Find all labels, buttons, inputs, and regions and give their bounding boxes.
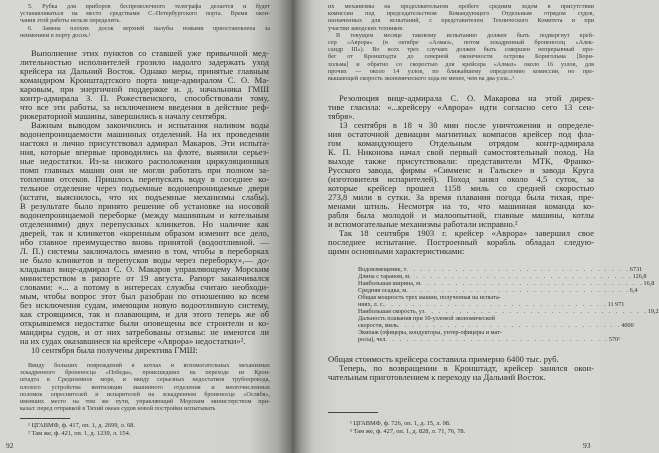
spec-value: 19,2 xyxy=(647,308,659,315)
text-line: без исключения судам, имеющим новую водоотливную систему, xyxy=(20,300,269,310)
text-line: Выполнение этих пунктов со ставшей уже привычной мед- xyxy=(31,48,269,58)
spec-row xyxy=(358,315,570,322)
text-line: мым, чтобы вопрос этот был разобран по отношению ко всем xyxy=(20,291,269,301)
spec-label: Наибольшая ширина, м xyxy=(358,280,421,287)
text-line: (кстати, выяснилось, что их подъемные механизмы слабы). xyxy=(20,192,269,202)
spec-row xyxy=(358,301,625,308)
text-line: вышающей скорость экономического хода не менее, чем на два узла...¹ xyxy=(328,74,515,82)
spec-value: 6731 xyxy=(629,266,643,273)
body-text xyxy=(20,49,269,355)
text-line: водонепроницаемости машинных отделений. На их проведении xyxy=(20,129,269,139)
text-line: и вспомогательные механизмы работали исправно.² xyxy=(328,219,518,229)
text-line: штадта в Средиземное море, и ввиду серьезных недостатков трубопровода, xyxy=(20,376,270,384)
spec-value: 11 971 xyxy=(607,301,625,308)
text-line: Русского завода, фирмы «Симменс и Гальске» и завода Круга xyxy=(328,165,594,175)
spec-label: Общая мощность трех машин, полученная на испыта- xyxy=(358,294,501,301)
text-line: каровым, при энергичной поддержке и. д. начальника ГМШ xyxy=(20,84,269,94)
spec-row xyxy=(358,280,655,287)
text-line: хольма] и обратно со скоростью для крейсера «Алмаз» около 16 узлов, для xyxy=(328,60,594,68)
text-line: на их судах оказавшиеся на крейсере «Аврора» недостатки»². xyxy=(20,336,246,346)
spec-row xyxy=(358,266,643,273)
dot-leader: . . . . . . . . . . . . . . . . . . . . . . . . . . . . . . . . xyxy=(424,308,648,315)
text-line: неимением в порту досок.¹ xyxy=(20,31,91,39)
spec-value: 570¹ xyxy=(608,336,620,343)
text-line: Общая стоимость крейсера составила примерно 6400 тыс. руб. xyxy=(328,354,559,364)
footnote-rule xyxy=(20,418,70,419)
text-line: топлении отсеков. Пришлось перепускать воду в соседнее ко- xyxy=(20,174,269,184)
text-line: Важным выводом закончились и испытания наливом воды xyxy=(31,120,269,130)
text-line: которые крейсер прошел 1158 миль со средней скоростью xyxy=(328,183,594,193)
text-line: что все эти работы, за исключением введения в действие реф- xyxy=(20,102,269,112)
text-line: комиссии под председательством Командующего Отдельным отрядом судов, xyxy=(328,10,594,18)
text-line: рабля была молодой и малоопытной, главные машины, котлы xyxy=(328,210,594,220)
spec-row xyxy=(358,294,570,301)
text-line: мандиры судов, и от них затребованы отзывы: не имеются ли xyxy=(20,327,269,337)
text-line: Так 18 сентября 1903 г. крейсер «Аврора» завершил свое xyxy=(339,228,594,238)
text-line: 10 сентября была получены директива ГМШ: xyxy=(31,345,198,355)
spec-label: скорости, миль xyxy=(358,322,398,329)
text-line: поломок опреснителей и испарителей на эскадренном броненосце «Ослябя», xyxy=(20,390,270,398)
text-line: ния, которые впервые проводились на флоте, выявили серьез- xyxy=(20,147,269,157)
text-line: тиве гласила: «...крейсеру «Аврора» идти согласно сего 13 сен- xyxy=(328,102,594,112)
directive-quote-continued xyxy=(328,3,594,82)
footnote-rule xyxy=(328,412,378,413)
specifications-table xyxy=(358,266,659,343)
text-line: Ввиду больших повреждений в котлах и вспомогательных механизмах xyxy=(28,362,270,369)
body-text-end xyxy=(328,355,594,382)
text-line: прочих — около 14 узлов, по ближайшему определению комиссии, но пре- xyxy=(328,67,594,75)
text-line: устанавливаться на место средствами С.-Петербургского порта. Время окон- xyxy=(20,10,270,18)
text-line: настоял и лично присутствовал адмирал Макаров. Эти испыта- xyxy=(20,138,269,148)
text-line: не было клинкетов и перепусков воды через переборку»,— до- xyxy=(20,255,269,265)
text-line: дверей, так и клинкетов «коренным образом изменит все дело, xyxy=(20,228,269,238)
spec-row xyxy=(358,322,634,329)
dot-leader: . . . . . . . . . . . . . . . . . . . . . . . . . . . . . . . . xyxy=(406,287,630,294)
text-line: тября». xyxy=(328,111,355,121)
text-line: ния остаточной девиации магнитных компасов крейсер под фла- xyxy=(328,129,594,139)
text-line: Л. П.) системы заключалось именно в том, чтобы в переборках xyxy=(20,246,269,256)
text-line: последнее испытание. Построенный корабль обладал следую- xyxy=(328,237,594,247)
dot-leader: . . . . . . . . . . . . . . . . . . . . . . . . . . . . . . . . xyxy=(420,280,644,287)
text-line: плохого устройства вентиляции машинного отделения и многочисленных xyxy=(20,383,270,391)
text-line: ибо главное преимущество вновь принятой (водоотливной. — xyxy=(20,237,269,247)
spec-value: 6,4 xyxy=(629,287,638,294)
left-page xyxy=(0,0,292,453)
text-line: бег от Кронштадта до северной оконечности острова Борнгольма [Борн- xyxy=(328,53,594,61)
spec-label: росы), чел xyxy=(358,336,386,343)
text-line: сандр III»). Во всех трех случаях должен быть совершен непрерывный про- xyxy=(328,46,594,54)
text-line: 6. Замена плохих досок верхней палубы новыми приостановлена за xyxy=(28,24,270,32)
text-line: участии заводских техников. xyxy=(328,24,404,32)
text-line: помп главных машин они не могли работать при полном за- xyxy=(20,165,269,175)
footnote-1: ¹ ЦГАВМФ, ф. 417, оп. 1, д. 2699, л. 68. xyxy=(28,422,135,429)
text-line: кладывал вице-адмирал С. О. Макаров управляющему Морским xyxy=(20,264,269,274)
dot-leader: . . . . . . . . . . . . . . . . . . . . . . . . . . . . . . . . xyxy=(385,336,609,343)
footnote-1: ¹ ЦГАВМФ, ф. 726, оп. 1, д. 15, л. 98. xyxy=(350,420,451,427)
dot-leader: . . . . . . . . . . . . . . . . . . . . . . . . . . . . . . . . xyxy=(409,273,633,280)
text-line: эскадренного броненосца «Победа», происшедших на переходе из Крон- xyxy=(20,369,270,377)
text-line: словами: «... а потому в интересах службы считаю необходи- xyxy=(20,282,269,292)
text-line: ные недостатки. Из-за низкого расположения циркуляционных xyxy=(20,156,269,166)
text-line: рижераторной машины, завершились к началу сентября. xyxy=(20,111,227,121)
text-line: гом командующего Отдельным отрядом контр-адмирала xyxy=(328,138,594,148)
text-line: менами штиль. Несмотря на то, что машинная команда ко- xyxy=(328,201,594,211)
text-line: лительностью исполнителей грозило надолго задержать уход xyxy=(20,57,269,67)
text-line: В результате было принято решение об установке на носовой xyxy=(20,201,269,211)
spec-label: Наибольшая скорость, уз xyxy=(358,308,425,315)
text-line: чательным приготовлением к переходу на Дальний Восток. xyxy=(328,372,546,382)
footnote-2: ² Там же, ф. 427, оп. 1, д. 828, л. 71, 76, 78. xyxy=(350,428,466,435)
page-number: 93 xyxy=(583,441,591,450)
page-number: 92 xyxy=(6,441,14,450)
spec-value: 4000 xyxy=(621,322,634,329)
text-line: тельное отделение через подъемные водонепроницаемые двери xyxy=(20,183,269,193)
spec-row xyxy=(358,308,659,315)
text-line: водонепроницаемой переборке (между машинным и котельным xyxy=(20,210,269,220)
spec-label: Дальность плавания при 10-узловой экономической xyxy=(358,315,495,322)
directive-quote xyxy=(20,362,270,412)
text-line: контр-адмирала З. П. Рожественского, способствовали тому, xyxy=(20,93,269,103)
text-line: чания этой работы нельзя определить. xyxy=(20,17,121,25)
spec-value: 16,8 xyxy=(643,280,655,287)
spec-label: ниях, л. с. xyxy=(358,301,385,308)
spec-row xyxy=(358,329,570,336)
text-line: министерством в рапорте от 19 августа. Рапорт заканчивался xyxy=(20,273,269,283)
text-line: назначенных для испытаний, с представителем Технического Комитета и при xyxy=(328,17,594,25)
text-line: В текущем месяце таковому испытанию должен быть подвергнут крей- xyxy=(336,31,594,39)
text-line: Резолюция вице-адмирала С. О. Макарова на этой дирек- xyxy=(339,93,594,103)
text-line: (изготовителя испарителей). Поход занял около 4,5 суток, за xyxy=(328,174,594,184)
spec-label: Длина с тараном, м xyxy=(358,273,410,280)
spec-row xyxy=(358,287,638,294)
spec-label: Водоизмещение, т xyxy=(358,266,407,273)
dot-leader: . . . . . . . . . . . . . . . . . . . . . . . . . . . . . . . . xyxy=(397,322,622,329)
text-line: сер «Аврора» (в октябре «Алмаз», потом эскадренный броненосец «Алек- xyxy=(328,38,594,46)
dot-leader: . . . . . . . . . . . . . . . . . . . . . . . . . . . . . . . . xyxy=(384,301,608,308)
numbered-items xyxy=(20,3,270,39)
spec-label: Средняя осадка, м xyxy=(358,287,407,294)
footnote-2: ² Там же, ф. 421, оп. 1, д. 1239, л. 154. xyxy=(28,430,131,437)
dot-leader: . . . . . . . . . . . . . . . . . . . . . . . . . . . . . . . . xyxy=(406,266,630,273)
text-line: 5. Рубка для приборов беспроволочного телеграфа делается и будет xyxy=(28,3,270,10)
text-line: имевших место на том же пути, управляющий Морским министерством при- xyxy=(20,397,270,405)
text-line: щими основными характеристиками: xyxy=(328,246,465,256)
text-line: Теперь, по возвращении в Кронштадт, крейсер занялся окон- xyxy=(339,363,594,373)
text-line: крейсера на Дальний Восток. Однако меры, принятые главным xyxy=(20,66,269,76)
spec-row xyxy=(358,273,647,280)
right-page xyxy=(292,0,659,453)
spec-row xyxy=(358,336,620,343)
text-line: 13 сентября в 18 ч 30 мин после уничтожения и определе- xyxy=(339,120,594,130)
body-text xyxy=(328,94,594,256)
spec-label: Экипаж (офицеры, кондукторы, унтер-офицеры и мат- xyxy=(358,329,502,336)
text-line: как строящимся, так и плавающим, и для этого теперь же об xyxy=(20,309,269,319)
text-line: 273,8 мили в сутки. За время плавания погода была тихая, пре- xyxy=(328,192,594,202)
text-line: выходе также присутствовали: представители МТК, Франко- xyxy=(328,156,594,166)
text-line: их механизмы на продолжительном пробеге средним ходом в присутствии xyxy=(328,3,594,10)
text-line: отделениями) двух перепускных клинкетов. Но наличие как xyxy=(20,219,269,229)
text-line: К. П. Никонова начал свой первый самостоятельный поход. На xyxy=(328,147,594,157)
text-line: командиром Кронштадтского порта вице-адмиралом С. О. Ма- xyxy=(20,75,269,85)
spec-value: 126,8 xyxy=(632,273,647,280)
text-line: открывшемся недостатке были оповещены все строители и ко- xyxy=(20,318,269,328)
text-line: казал: перед отправкой в Тихий океан судов новой постройки испытывать xyxy=(20,405,216,413)
